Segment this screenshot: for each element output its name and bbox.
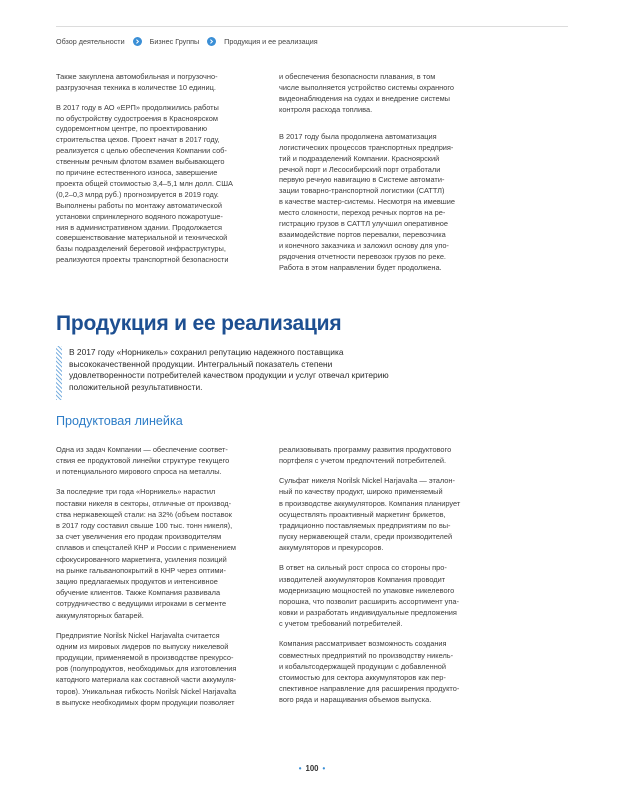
breadcrumb-item-overview[interactable]: Обзор деятельности (56, 37, 125, 46)
paragraph: и обеспечения безопасности плавания, в том числе выполняется устройство системы охранного видеонаблюдения на судах и внедрение системы контроля расхода топлива. (279, 72, 455, 114)
page-number-value: 100 (305, 764, 319, 773)
page-number (0, 764, 624, 773)
paragraph: Компания рассматривает возможность создания совместных предприятий по производству никель- и кобальтсодержащей продукции с добавленной стоимостью для сектора аккумуляторов как пер- спективное направление для расширения продукто- вого ряда и наращивания объемов выпуска. (279, 639, 460, 705)
paragraph: Одна из задач Компании — обеспечение соответ- ствия ее продуктовой линейки структуре текущего и потенциального мирового спроса на металлы. (56, 445, 230, 477)
breadcrumb-item-products[interactable]: Продукция и ее реализация (224, 37, 318, 46)
breadcrumb-item-business[interactable]: Бизнес Группы (149, 37, 200, 46)
bullet-icon: • (322, 764, 326, 773)
paragraph: Предприятие Norilsk Nickel Harjavalta считается одним из мировых лидеров по выпуску никелевой продукции, применяемой в производстве прекурсо- ров (полупродуктов, необходимых для изготовления катодного материала как составной части аккумуля- торов). Уникальная гибкость Norilsk Nickel Harjavalta в выпуске необходимых форм продукции позволяет (56, 630, 237, 707)
chevron-right-icon (133, 37, 142, 46)
bullet-icon: • (298, 764, 302, 773)
chevron-right-icon (207, 37, 216, 46)
paragraph: В 2017 году была продолжена автоматизация логистических процессов транспортных предприя- тий и подразделений Компании. Красноярский речной порт и Лесосибирский порт отработали первую речную навигацию в Системе автомати- зации товарно-транспортной логистики (САТТЛ) в качестве мастер-системы. Несмотря на имевшие место сложности, переход речных портов на ре- гистрацию грузов в САТТЛ улучшил оперативное взаимодействие портов перевалки, перевозчика и конечного заказчика и заложил основу для упо- рядочения отчетности перевозок грузов по реке. Работа в этом направлении будет продолжена. (279, 131, 455, 272)
lead-quote: В 2017 году «Норникель» сохранил репутацию надежного поставщика высококачественной продукции. Интегральный показатель степени удовлетворенности потребителей качеством продукции и услуг отвечал критерию положительной результативности. (69, 347, 389, 392)
quote-marker (56, 346, 62, 400)
paragraph: В 2017 году в АО «ЕРП» продолжились работы по обустройству судостроения в Красноярском судоремонтном центре, по проектированию строительства цехов. Проект начат в 2017 году, реализуется с целью обеспечения Компании соб- ственным речным флотом взамен выбывающего по причине естественного износа, завершение проекта общей стоимостью 3,4–5,1 млн долл. США (0,2–0,3 млрд руб.) прогнозируется в 2019 году. Выполнены работы по монтажу автоматической установки спринклерного водяного пожаротуше- ния в административном здании. Продолжается совершенствование материальной и технической базы подразделений береговой инфраструктуры, реализуются проекты транспортной безопасности (56, 102, 233, 265)
paragraph: реализовывать программу развития продуктового портфеля с учетом предпочтений потребителей. (279, 445, 452, 466)
bottom-right-column (279, 444, 509, 706)
paragraph: За последние три года «Норникель» нарастил поставки никеля в секторы, отличные от производ- ства нержавеющей стали: на 32% (объем поставок в 2017 году составил свыше 100 тыс. тонн никеля), за счет увеличения его продаж производителям сплавов и спецсталей КНР и России с применением сфокусированного маркетинга, усиления позиций на рынке гальванопокрытий в КНР через оптими- зацию предлагаемых продуктов и интенсивное обучение клиентов. Также Компания развивала сотрудничество с ведущими игроками в сегменте аккумуляторных батарей. (56, 487, 236, 620)
paragraph: В ответ на сильный рост спроса со стороны про- изводителей аккумуляторов Компания проводит модернизацию мощностей по упаковке никелевого порошка, что позволит расширить ассортимент упа- ковки и разработать индивидуальные предложения с учетом требований потребителей. (279, 563, 459, 629)
subsection-title: Продуктовая линейка (56, 414, 183, 428)
header-rule (56, 26, 568, 27)
breadcrumb (56, 37, 318, 46)
bottom-left-column (56, 444, 281, 708)
top-right-column (279, 72, 509, 274)
paragraph: Также закуплена автомобильная и погрузочно- разгрузочная техника в количестве 10 единиц. (56, 72, 218, 92)
top-left-column (56, 72, 281, 266)
paragraph: Сульфат никеля Norilsk Nickel Harjavalta — эталон- ный по качеству продукт, широко применяемый в производстве аккумуляторов. Компания планирует осуществлять проактивный маркетинг брикетов, традиционно поставляемых предприятиям по вы- пуску нержавеющей стали, среди производителей аккумуляторов и прекурсоров. (279, 476, 461, 553)
section-title: Продукция и ее реализация (56, 312, 342, 335)
